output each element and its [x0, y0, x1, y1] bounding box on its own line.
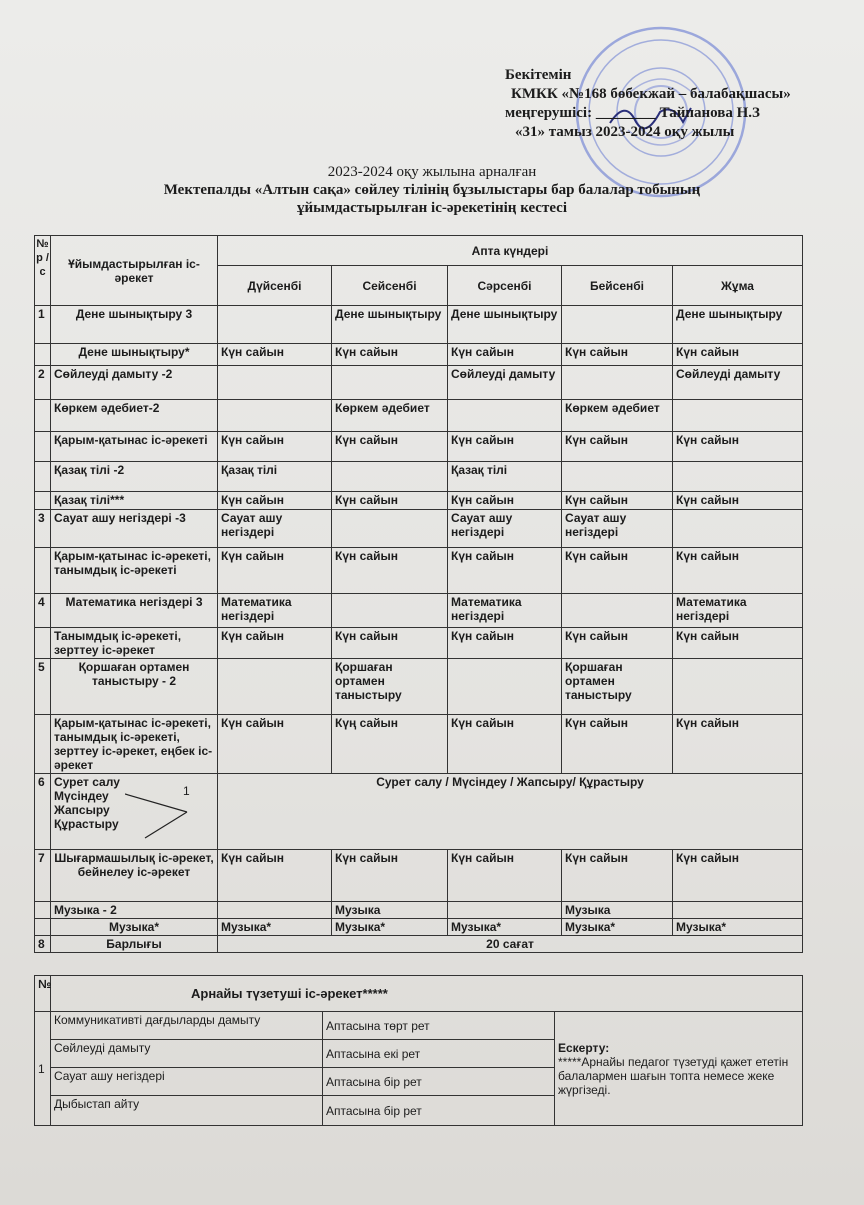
row-num: 1 — [35, 306, 51, 344]
activity-cell: Қарым-қатынас іс-әрекеті — [51, 432, 218, 462]
day-cell — [673, 510, 803, 548]
art-activity-line: Сурет салу — [54, 775, 120, 789]
row-num — [35, 462, 51, 492]
day-cell: Күн сайын — [448, 850, 562, 902]
day-cell: Көркем әдебиет — [332, 400, 448, 432]
day-cell — [218, 659, 332, 715]
day-cell — [218, 902, 332, 919]
day-cell: Күн сайын — [562, 715, 673, 774]
row-num: 5 — [35, 659, 51, 715]
day-header: Бейсенбі — [562, 266, 673, 306]
diagram-mark: 1 — [183, 784, 190, 798]
total-label: Барлығы — [51, 936, 218, 953]
day-cell: Күн сайын — [218, 432, 332, 462]
day-cell — [218, 400, 332, 432]
day-cell: Күн сайын — [218, 850, 332, 902]
day-cell: Күн сайын — [562, 492, 673, 510]
day-cell: Музыка* — [562, 919, 673, 936]
day-cell: Күн сайын — [218, 492, 332, 510]
day-cell — [448, 902, 562, 919]
day-cell: Күн сайын — [332, 548, 448, 594]
corr-item-name: Сөйлеуді дамыту — [51, 1040, 323, 1068]
note-text: *****Арнайы педагог түзетуді қажет ететін балалармен шағын топта немесе жеке жүргізеді. — [558, 1054, 789, 1097]
total-value: 20 сағат — [218, 936, 803, 953]
day-cell: Сауат ашу негіздері — [448, 510, 562, 548]
day-cell: Күн сайын — [448, 344, 562, 366]
day-cell: Музыка* — [448, 919, 562, 936]
day-cell — [332, 594, 448, 628]
day-cell: Күн сайын — [448, 715, 562, 774]
row-num — [35, 919, 51, 936]
activity-cell: Көркем әдебиет-2 — [51, 400, 218, 432]
day-cell: Күн сайын — [332, 432, 448, 462]
day-cell: Қоршаған ортамен таныстыру — [332, 659, 448, 715]
row-num: 2 — [35, 366, 51, 400]
row-num — [35, 628, 51, 659]
day-cell: Күн сайын — [562, 548, 673, 594]
art-activity-line: Құрастыру — [54, 817, 119, 831]
approval-line-4: «31» тамыз 2023-2024 оқу жылы — [515, 124, 735, 140]
day-cell — [562, 366, 673, 400]
day-cell: Күн сайын — [562, 850, 673, 902]
day-cell: Қазақ тілі — [218, 462, 332, 492]
art-span-cell: Сурет салу / Мүсіндеу / Жапсыру/ Құрастыру — [218, 774, 803, 850]
day-cell: Күн сайын — [448, 432, 562, 462]
day-cell: Күн сайын — [673, 432, 803, 462]
corr-item-name: Дыбыстап айту — [51, 1096, 323, 1126]
activity-cell: Қазақ тілі -2 — [51, 462, 218, 492]
row-num: 6 — [35, 774, 51, 850]
day-cell — [673, 400, 803, 432]
day-cell: Күн сайын — [218, 715, 332, 774]
day-cell: Математика негіздері — [218, 594, 332, 628]
activity-cell: Математика негіздері 3 — [51, 594, 218, 628]
day-cell: Сауат ашу негіздері — [562, 510, 673, 548]
day-cell: Дене шынықтыру — [332, 306, 448, 344]
day-cell — [673, 902, 803, 919]
day-cell: Сөйлеуді дамыту — [673, 366, 803, 400]
activity-cell: Дене шынықтыру 3 — [51, 306, 218, 344]
correction-table — [34, 975, 803, 1126]
day-cell: Дене шынықтыру — [448, 306, 562, 344]
corr-header: Арнайы түзетуші іс-әрекет***** — [51, 976, 803, 1012]
activity-header: Ұйымдастырылған іс- әрекет — [51, 236, 218, 306]
day-cell: Күн сайын — [673, 492, 803, 510]
day-header: Сейсенбі — [332, 266, 448, 306]
activity-cell: Музыка* — [51, 919, 218, 936]
day-header: Дүйсенбі — [218, 266, 332, 306]
title-line-3: ұйымдастырылған іс-әрекетінің кестесі — [296, 200, 567, 216]
activity-cell: Қоршаған ортамен таныстыру - 2 — [51, 659, 218, 715]
day-cell: Күн сайын — [673, 850, 803, 902]
day-cell: Күн сайын — [673, 548, 803, 594]
row-num — [35, 432, 51, 462]
activity-cell: Музыка - 2 — [51, 902, 218, 919]
day-cell: Математика негіздері — [448, 594, 562, 628]
corr-item-freq: Аптасына төрт рет — [323, 1012, 555, 1040]
day-cell: Күн сайын — [332, 628, 448, 659]
approval-line-3: меңгерушісі: ________ Тайпанова Н.З — [505, 105, 760, 121]
activity-cell: Дене шынықтыру* — [51, 344, 218, 366]
day-cell: Музыка — [332, 902, 448, 919]
day-cell: Күн сайын — [562, 628, 673, 659]
corr-item-freq: Аптасына екі рет — [323, 1040, 555, 1068]
row-num — [35, 548, 51, 594]
day-cell — [448, 659, 562, 715]
row-num — [35, 492, 51, 510]
day-cell: Күн сайын — [448, 628, 562, 659]
row-num: 8 — [35, 936, 51, 953]
day-cell: Күн сайын — [673, 344, 803, 366]
day-cell: Күн сайын — [673, 628, 803, 659]
row-num: 3 — [35, 510, 51, 548]
day-cell: Күн сайын — [673, 715, 803, 774]
day-cell: Сауат ашу негіздері — [218, 510, 332, 548]
art-activity-line: Мүсіндеу — [54, 789, 109, 803]
row-num — [35, 715, 51, 774]
day-cell — [332, 366, 448, 400]
corr-item-name: Коммуникативті дағдыларды дамыту — [51, 1012, 323, 1040]
corr-item-freq: Аптасына бір рет — [323, 1096, 555, 1126]
day-cell — [673, 462, 803, 492]
schedule-table — [34, 235, 803, 953]
day-cell: Дене шынықтыру — [673, 306, 803, 344]
day-cell: Музыка* — [673, 919, 803, 936]
approval-block — [505, 66, 791, 142]
day-cell: Күн сайын — [218, 344, 332, 366]
num-header: № р / с — [35, 236, 51, 306]
corr-item-name: Сауат ашу негіздері — [51, 1068, 323, 1096]
day-cell: Күн сайын — [562, 432, 673, 462]
day-cell — [332, 510, 448, 548]
day-cell — [218, 306, 332, 344]
day-cell: Күн сайын — [332, 344, 448, 366]
day-cell: Күн сайын — [218, 548, 332, 594]
day-cell: Музыка* — [218, 919, 332, 936]
approval-line-2: КМКК «№168 бөбекжай – балабақшасы» — [511, 86, 791, 102]
corr-item-freq: Аптасына бір рет — [323, 1068, 555, 1096]
row-num: 4 — [35, 594, 51, 628]
day-cell: Күн сайын — [448, 492, 562, 510]
day-cell: Күн сайын — [332, 492, 448, 510]
day-cell: Музыка — [562, 902, 673, 919]
row-num — [35, 344, 51, 366]
art-activity-line: Жапсыру — [54, 803, 110, 817]
day-cell: Күң сайын — [332, 715, 448, 774]
day-cell — [562, 306, 673, 344]
activity-cell: Шығармашылық іс-әрекет, бейнелеу іс-әрекет — [51, 850, 218, 902]
day-cell — [448, 400, 562, 432]
day-cell — [673, 659, 803, 715]
day-cell — [332, 462, 448, 492]
diagonal-lines — [125, 790, 195, 840]
corr-num-header: № — [35, 976, 51, 1012]
day-cell: Күн сайын — [562, 344, 673, 366]
day-cell: Сөйлеуді дамыту — [448, 366, 562, 400]
day-cell: Математика негіздері — [673, 594, 803, 628]
title-line-1: 2023-2024 оқу жылына арналған — [327, 164, 537, 180]
activity-cell: Сауат ашу негіздері -3 — [51, 510, 218, 548]
day-cell: Күн сайын — [448, 548, 562, 594]
row-num: 7 — [35, 850, 51, 902]
day-cell: Қазақ тілі — [448, 462, 562, 492]
week-header: Апта күндері — [218, 236, 803, 266]
document-title — [0, 163, 864, 217]
activity-cell: Қазақ тілі*** — [51, 492, 218, 510]
corr-num: 1 — [35, 1012, 51, 1126]
corr-note — [555, 1012, 803, 1126]
day-cell — [562, 594, 673, 628]
activity-cell: Қарым-қатынас іс-әрекеті, танымдық іс-әрекеті — [51, 548, 218, 594]
activity-cell: Қарым-қатынас іс-әрекеті, танымдық іс-әрекеті, зерттеу іс-әрекет, еңбек іс-әрекет — [51, 715, 218, 774]
day-cell: Қоршаған ортамен таныстыру — [562, 659, 673, 715]
day-cell: Күн сайын — [332, 850, 448, 902]
activity-cell: Танымдық іс-әрекеті, зерттеу іс-әрекет — [51, 628, 218, 659]
day-cell: Көркем әдебиет — [562, 400, 673, 432]
title-line-2: Мектепалды «Алтын сақа» сөйлеу тілінің бұзылыстары бар балалар тобының — [163, 182, 701, 198]
day-cell — [562, 462, 673, 492]
activity-cell: Сөйлеуді дамыту -2 — [51, 366, 218, 400]
day-cell: Күн сайын — [218, 628, 332, 659]
day-header: Сәрсенбі — [448, 266, 562, 306]
approval-line-1: Бекітемін — [505, 67, 572, 83]
row-num — [35, 400, 51, 432]
row-num — [35, 902, 51, 919]
note-title: Ескерту: — [558, 1040, 610, 1055]
day-cell — [218, 366, 332, 400]
day-cell: Музыка* — [332, 919, 448, 936]
day-header: Жұма — [673, 266, 803, 306]
